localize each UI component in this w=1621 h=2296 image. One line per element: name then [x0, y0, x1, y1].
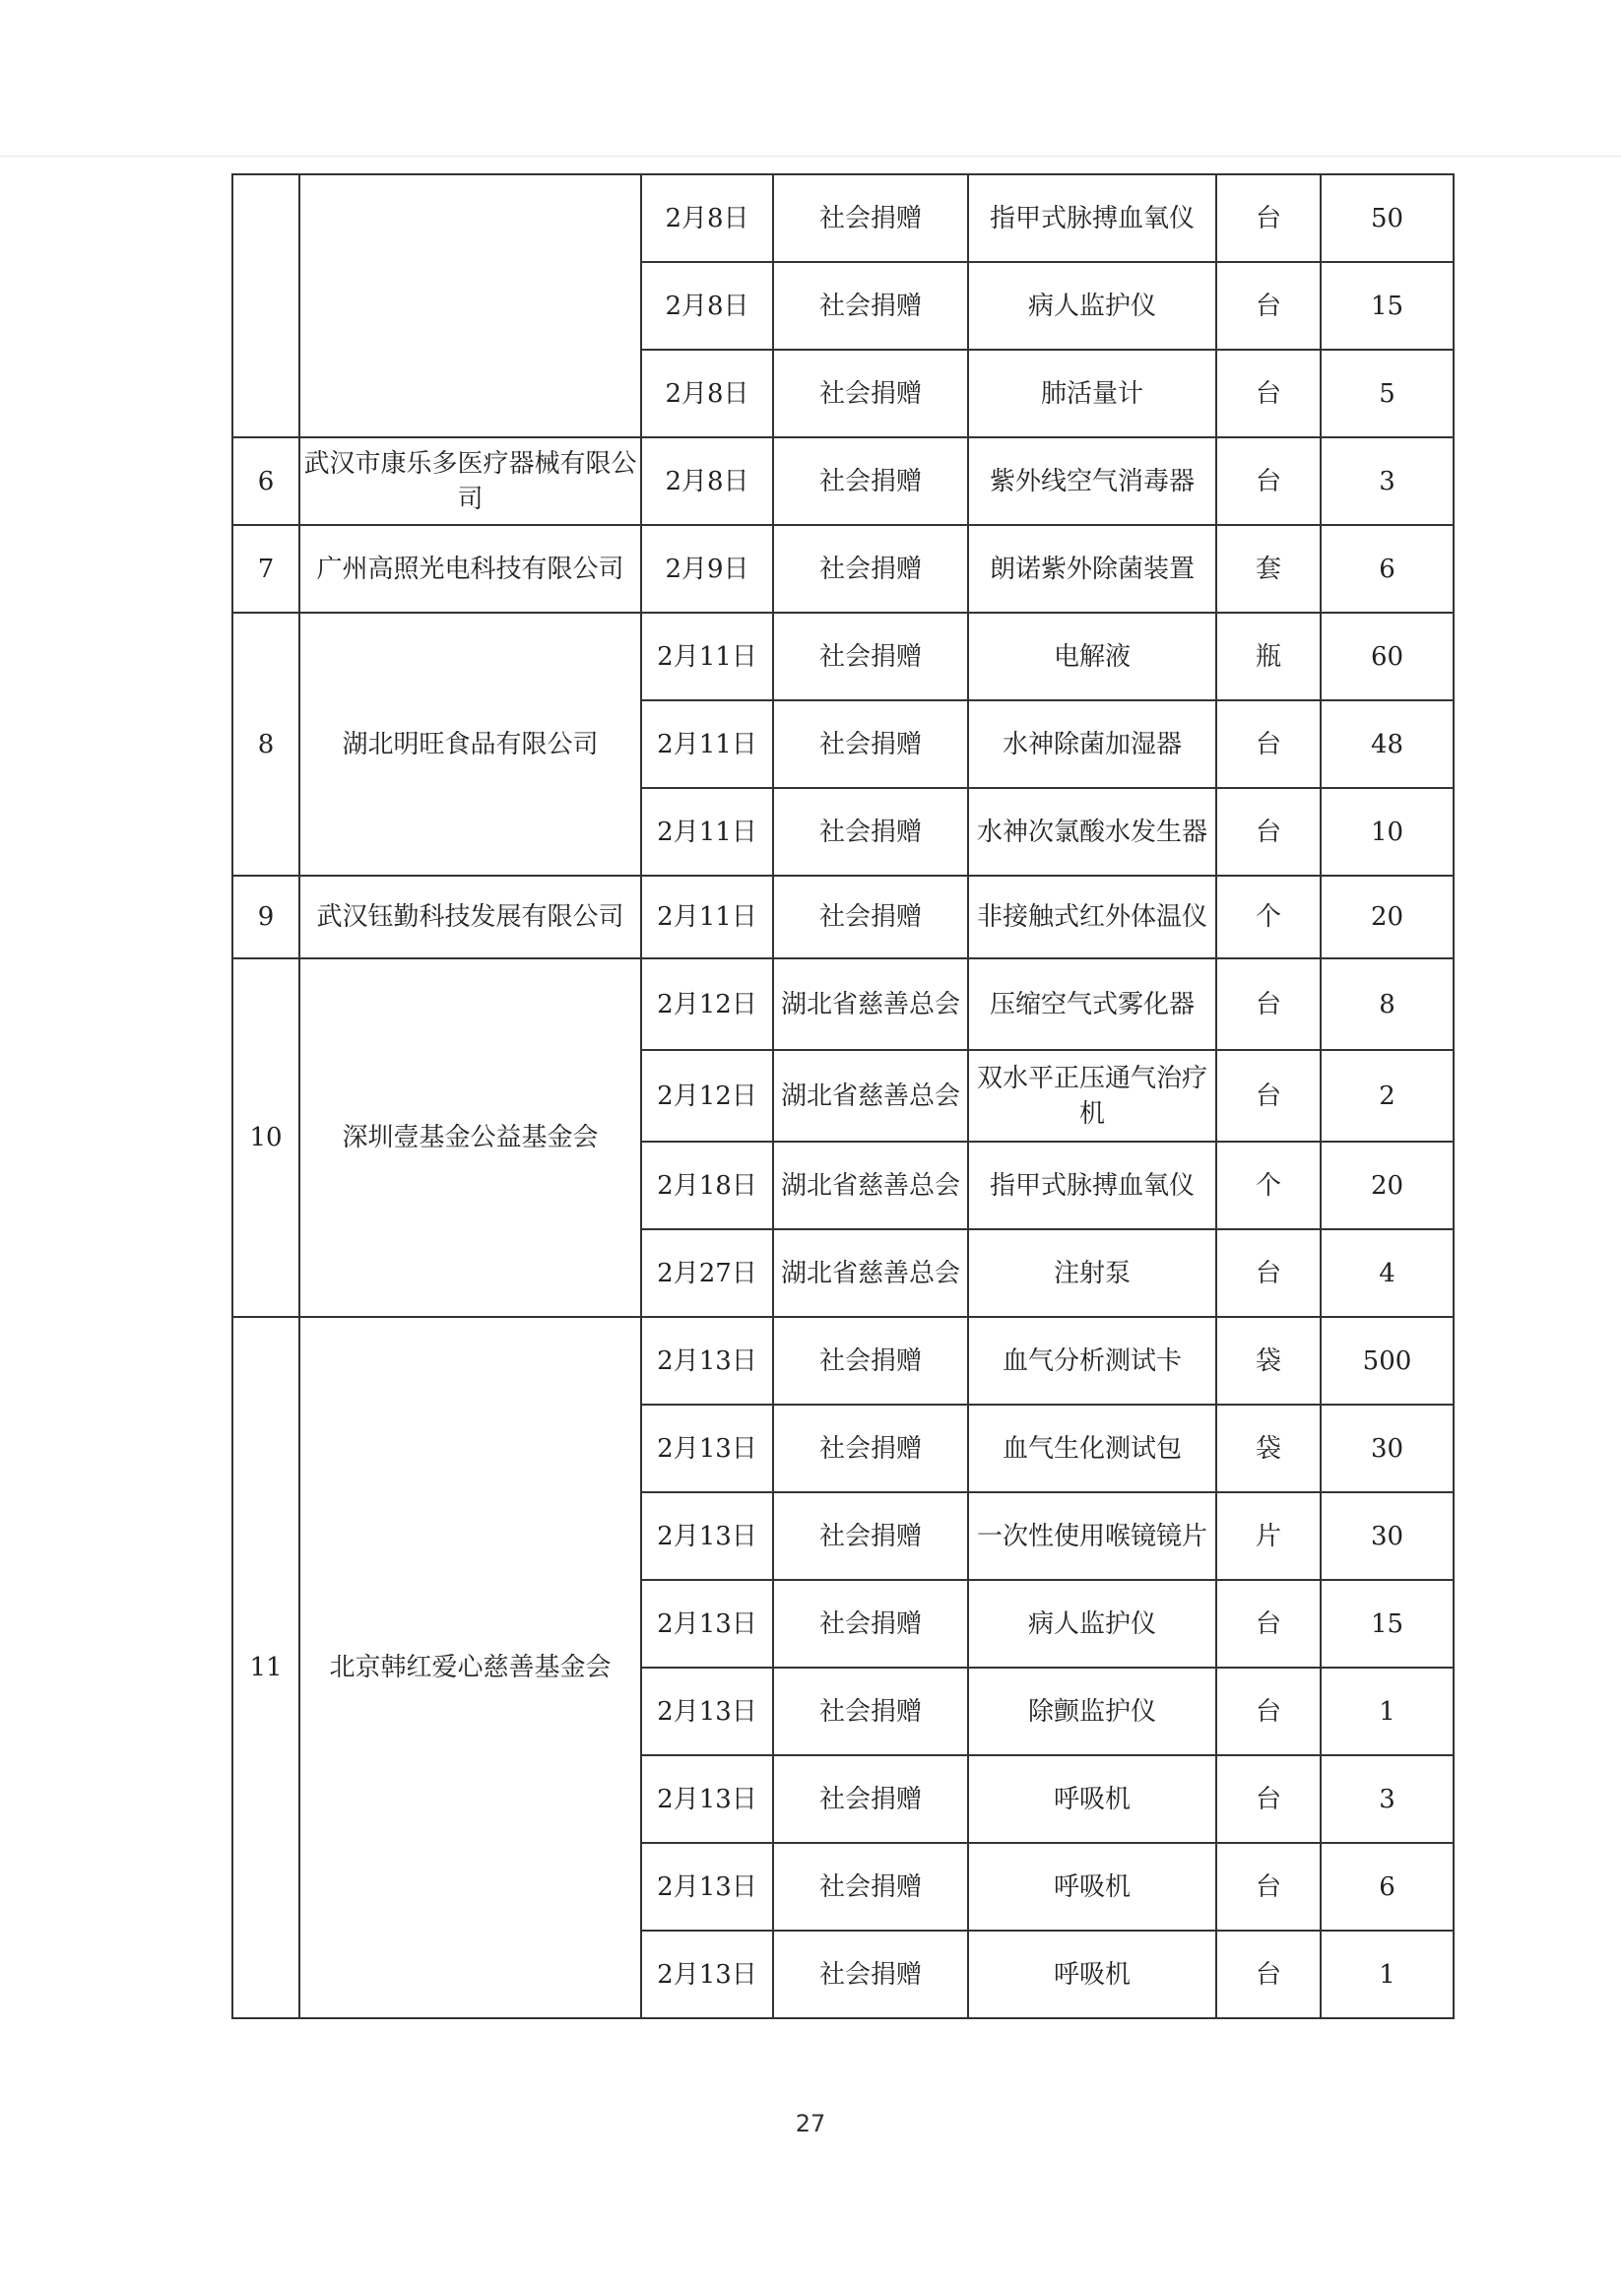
unit-cell: 台 — [1216, 350, 1321, 437]
page-number: 27 — [795, 2110, 826, 2137]
source-cell: 社会捐赠 — [773, 1755, 968, 1843]
row-number-cell: 7 — [232, 525, 299, 613]
quantity-cell: 10 — [1321, 788, 1454, 876]
unit-cell: 套 — [1216, 525, 1321, 613]
date-cell: 2月11日 — [641, 700, 773, 788]
item-cell: 电解液 — [968, 613, 1216, 700]
quantity-cell: 5 — [1321, 350, 1454, 437]
item-cell: 双水平正压通气治疗机 — [968, 1050, 1216, 1142]
source-cell: 社会捐赠 — [773, 1580, 968, 1668]
row-number-cell: 11 — [232, 1317, 299, 2018]
source-cell: 社会捐赠 — [773, 262, 968, 350]
donor-cell: 武汉市康乐多医疗器械有限公司 — [299, 437, 641, 525]
unit-cell: 台 — [1216, 262, 1321, 350]
source-cell: 社会捐赠 — [773, 1492, 968, 1580]
source-cell: 社会捐赠 — [773, 1668, 968, 1755]
source-cell: 社会捐赠 — [773, 876, 968, 958]
row-number-cell: 6 — [232, 437, 299, 525]
date-cell: 2月11日 — [641, 788, 773, 876]
item-cell: 水神次氯酸水发生器 — [968, 788, 1216, 876]
unit-cell: 台 — [1216, 958, 1321, 1050]
item-cell: 一次性使用喉镜镜片 — [968, 1492, 1216, 1580]
table-row — [232, 437, 1454, 525]
unit-cell: 台 — [1216, 1931, 1321, 2018]
date-cell: 2月8日 — [641, 350, 773, 437]
quantity-cell: 8 — [1321, 958, 1454, 1050]
quantity-cell: 500 — [1321, 1317, 1454, 1405]
table-row — [232, 613, 1454, 700]
unit-cell: 个 — [1216, 876, 1321, 958]
donor-cell: 湖北明旺食品有限公司 — [299, 613, 641, 876]
table-row — [232, 174, 1454, 262]
unit-cell: 袋 — [1216, 1405, 1321, 1492]
table-row — [232, 958, 1454, 1050]
donor-cell: 北京韩红爱心慈善基金会 — [299, 1317, 641, 2018]
quantity-cell: 15 — [1321, 1580, 1454, 1668]
source-cell: 社会捐赠 — [773, 350, 968, 437]
quantity-cell: 6 — [1321, 1843, 1454, 1931]
unit-cell: 台 — [1216, 700, 1321, 788]
quantity-cell: 20 — [1321, 876, 1454, 958]
unit-cell: 台 — [1216, 1755, 1321, 1843]
item-cell: 肺活量计 — [968, 350, 1216, 437]
source-cell: 湖北省慈善总会 — [773, 1229, 968, 1317]
unit-cell: 台 — [1216, 1050, 1321, 1142]
quantity-cell: 30 — [1321, 1492, 1454, 1580]
item-cell: 压缩空气式雾化器 — [968, 958, 1216, 1050]
date-cell: 2月13日 — [641, 1580, 773, 1668]
date-cell: 2月13日 — [641, 1405, 773, 1492]
item-cell: 呼吸机 — [968, 1755, 1216, 1843]
date-cell: 2月13日 — [641, 1755, 773, 1843]
quantity-cell: 48 — [1321, 700, 1454, 788]
source-cell: 社会捐赠 — [773, 1843, 968, 1931]
date-cell: 2月11日 — [641, 613, 773, 700]
date-cell: 2月13日 — [641, 1931, 773, 2018]
unit-cell: 袋 — [1216, 1317, 1321, 1405]
quantity-cell: 20 — [1321, 1142, 1454, 1229]
item-cell: 指甲式脉搏血氧仪 — [968, 174, 1216, 262]
item-cell: 血气分析测试卡 — [968, 1317, 1216, 1405]
source-cell: 社会捐赠 — [773, 788, 968, 876]
source-cell: 社会捐赠 — [773, 1317, 968, 1405]
date-cell: 2月11日 — [641, 876, 773, 958]
source-cell: 社会捐赠 — [773, 437, 968, 525]
quantity-cell: 60 — [1321, 613, 1454, 700]
date-cell: 2月13日 — [641, 1843, 773, 1931]
source-cell: 社会捐赠 — [773, 1931, 968, 2018]
item-cell: 注射泵 — [968, 1229, 1216, 1317]
quantity-cell: 1 — [1321, 1931, 1454, 2018]
donation-table — [231, 173, 1455, 2019]
quantity-cell: 3 — [1321, 1755, 1454, 1843]
quantity-cell: 4 — [1321, 1229, 1454, 1317]
date-cell: 2月12日 — [641, 1050, 773, 1142]
table-row — [232, 525, 1454, 613]
donor-cell: 广州高照光电科技有限公司 — [299, 525, 641, 613]
donor-cell: 武汉钰勤科技发展有限公司 — [299, 876, 641, 958]
item-cell: 病人监护仪 — [968, 262, 1216, 350]
date-cell: 2月13日 — [641, 1492, 773, 1580]
source-cell: 湖北省慈善总会 — [773, 958, 968, 1050]
source-cell: 社会捐赠 — [773, 1405, 968, 1492]
quantity-cell: 2 — [1321, 1050, 1454, 1142]
date-cell: 2月8日 — [641, 437, 773, 525]
date-cell: 2月13日 — [641, 1317, 773, 1405]
date-cell: 2月18日 — [641, 1142, 773, 1229]
unit-cell: 台 — [1216, 437, 1321, 525]
quantity-cell: 15 — [1321, 262, 1454, 350]
quantity-cell: 6 — [1321, 525, 1454, 613]
quantity-cell: 50 — [1321, 174, 1454, 262]
unit-cell: 个 — [1216, 1142, 1321, 1229]
item-cell: 朗诺紫外除菌装置 — [968, 525, 1216, 613]
unit-cell: 台 — [1216, 1229, 1321, 1317]
item-cell: 除颤监护仪 — [968, 1668, 1216, 1755]
item-cell: 病人监护仪 — [968, 1580, 1216, 1668]
item-cell: 非接触式红外体温仪 — [968, 876, 1216, 958]
source-cell: 湖北省慈善总会 — [773, 1050, 968, 1142]
source-cell: 社会捐赠 — [773, 613, 968, 700]
source-cell: 社会捐赠 — [773, 525, 968, 613]
table-row — [232, 1317, 1454, 1405]
item-cell: 血气生化测试包 — [968, 1405, 1216, 1492]
date-cell: 2月8日 — [641, 174, 773, 262]
item-cell: 呼吸机 — [968, 1931, 1216, 2018]
date-cell: 2月8日 — [641, 262, 773, 350]
date-cell: 2月13日 — [641, 1668, 773, 1755]
source-cell: 社会捐赠 — [773, 700, 968, 788]
unit-cell: 台 — [1216, 1668, 1321, 1755]
row-number-cell: 10 — [232, 958, 299, 1317]
item-cell: 指甲式脉搏血氧仪 — [968, 1142, 1216, 1229]
row-number-cell: 9 — [232, 876, 299, 958]
item-cell: 水神除菌加湿器 — [968, 700, 1216, 788]
page-top-edge — [0, 156, 1621, 157]
row-number-cell — [232, 174, 299, 437]
unit-cell: 台 — [1216, 788, 1321, 876]
source-cell: 湖北省慈善总会 — [773, 1142, 968, 1229]
unit-cell: 台 — [1216, 174, 1321, 262]
unit-cell: 台 — [1216, 1843, 1321, 1931]
quantity-cell: 3 — [1321, 437, 1454, 525]
unit-cell: 片 — [1216, 1492, 1321, 1580]
unit-cell: 瓶 — [1216, 613, 1321, 700]
quantity-cell: 30 — [1321, 1405, 1454, 1492]
quantity-cell: 1 — [1321, 1668, 1454, 1755]
donor-cell — [299, 174, 641, 437]
row-number-cell: 8 — [232, 613, 299, 876]
date-cell: 2月12日 — [641, 958, 773, 1050]
item-cell: 呼吸机 — [968, 1843, 1216, 1931]
date-cell: 2月27日 — [641, 1229, 773, 1317]
source-cell: 社会捐赠 — [773, 174, 968, 262]
unit-cell: 台 — [1216, 1580, 1321, 1668]
date-cell: 2月9日 — [641, 525, 773, 613]
table-row — [232, 876, 1454, 958]
donor-cell: 深圳壹基金公益基金会 — [299, 958, 641, 1317]
item-cell: 紫外线空气消毒器 — [968, 437, 1216, 525]
